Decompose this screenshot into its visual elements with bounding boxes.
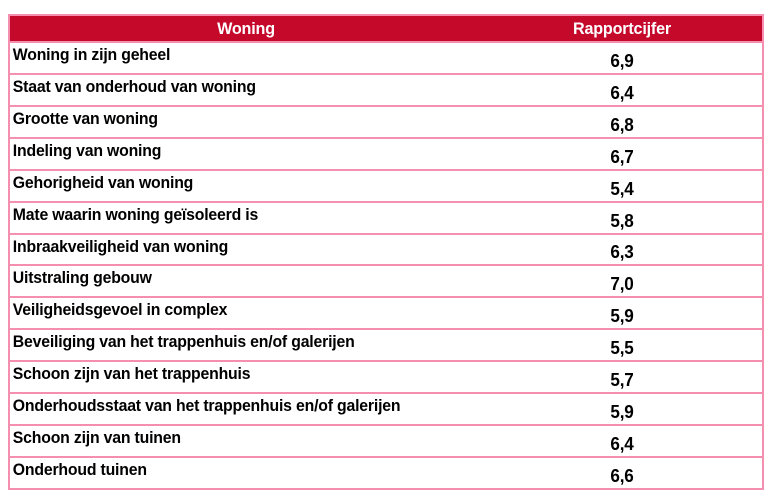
- table-row: [10, 328, 762, 360]
- table-row: [10, 296, 762, 328]
- row-value: 5,8: [610, 210, 634, 231]
- row-value: 5,4: [610, 178, 634, 199]
- table-row: [10, 392, 762, 424]
- row-value: 5,7: [610, 370, 634, 391]
- row-label: Indeling van woning: [12, 140, 162, 160]
- table-row: [10, 73, 762, 105]
- row-label: Schoon zijn van tuinen: [12, 428, 181, 448]
- row-label: Inbraakveiligheid van woning: [12, 236, 229, 256]
- table-header-row: [10, 16, 762, 41]
- row-value: 6,4: [610, 82, 634, 103]
- rating-table: [8, 14, 764, 490]
- row-label: Gehorigheid van woning: [12, 172, 194, 192]
- row-label: Veiligheidsgevoel in complex: [12, 300, 228, 320]
- table-row: [10, 105, 762, 137]
- table-row: [10, 201, 762, 233]
- row-label: Uitstraling gebouw: [12, 268, 152, 288]
- table-row: [10, 169, 762, 201]
- row-label: Mate waarin woning geïsoleerd is: [12, 204, 259, 224]
- table-row: [10, 456, 762, 488]
- row-value: 5,5: [610, 338, 634, 359]
- row-label: Beveiliging van het trappenhuis en/of galerijen: [12, 332, 355, 352]
- table-row: [10, 233, 762, 265]
- row-value: 5,9: [610, 306, 634, 327]
- row-value: 6,7: [610, 146, 634, 167]
- table-row: [10, 41, 762, 73]
- header-category: Woning: [217, 18, 275, 38]
- row-value: 6,3: [610, 242, 634, 263]
- table-row: [10, 137, 762, 169]
- row-label: Grootte van woning: [12, 108, 158, 128]
- table-row: [10, 264, 762, 296]
- row-label: Woning in zijn geheel: [12, 45, 171, 64]
- row-label: Onderhoud tuinen: [12, 459, 147, 479]
- row-label: Staat van onderhoud van woning: [12, 76, 256, 96]
- row-value: 6,6: [610, 465, 634, 486]
- row-value: 5,9: [610, 402, 634, 423]
- row-value: 6,9: [610, 50, 634, 71]
- table-row: [10, 424, 762, 456]
- table-row: [10, 360, 762, 392]
- header-score: Rapportcijfer: [572, 18, 672, 38]
- row-value: 6,8: [610, 114, 634, 135]
- row-value: 7,0: [610, 274, 634, 295]
- row-label: Onderhoudsstaat van het trappenhuis en/of galerijen: [12, 396, 401, 416]
- row-label: Schoon zijn van het trappenhuis: [12, 364, 251, 384]
- row-value: 6,4: [610, 433, 634, 454]
